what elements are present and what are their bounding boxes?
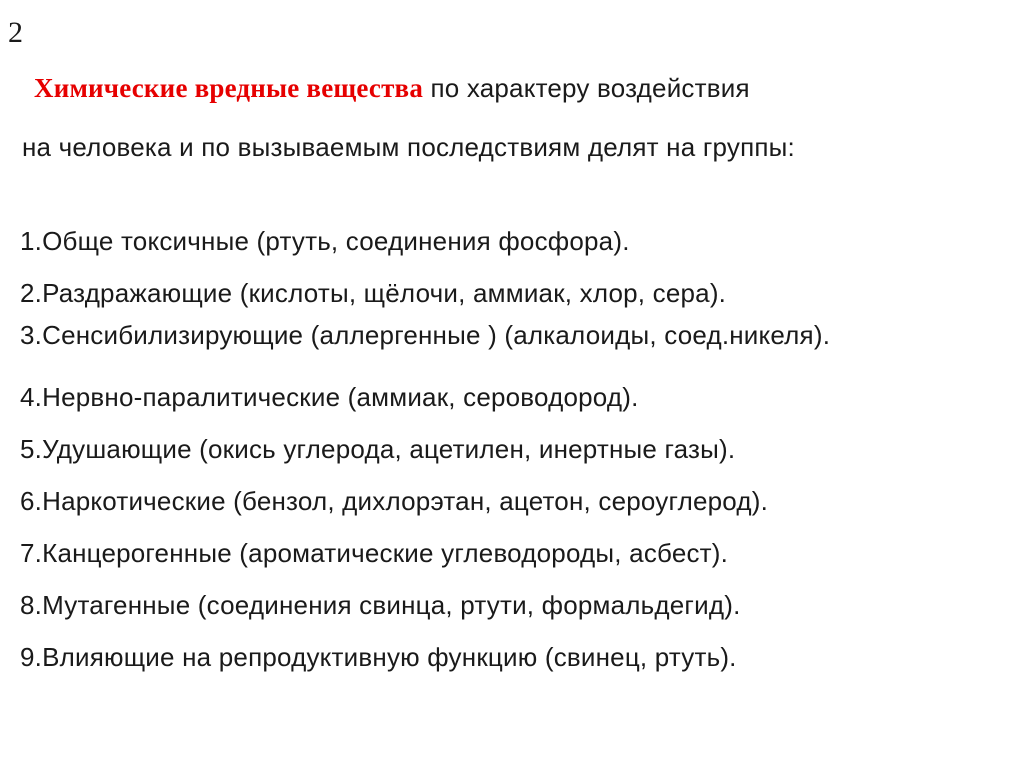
list-item (20, 320, 830, 350)
list-item (20, 642, 737, 672)
list-item-text: Наркотические (бензол, дихлорэтан, ацетон, сероуглерод). (42, 486, 769, 516)
intro-line-1-rest: по характеру воздействия (423, 73, 750, 103)
list-item (20, 538, 728, 568)
list-item (20, 278, 726, 308)
list-item (20, 486, 768, 516)
list-item-number: 7. (20, 538, 43, 568)
list-item-text: Канцерогенные (ароматические углеводороды, асбест). (42, 538, 729, 568)
list-item-number: 8. (20, 590, 43, 620)
list-item-text: Удушающие (окись углерода, ацетилен, инертные газы). (42, 434, 736, 464)
list-item (20, 434, 735, 464)
list-item-number: 5. (20, 434, 43, 464)
intro-line-1 (34, 73, 750, 103)
list-item-text: Раздражающие (кислоты, щёлочи, аммиак, хлор, сера). (42, 278, 727, 308)
list-item-text: Влияющие на репродуктивную функцию (свинец, ртуть). (42, 642, 737, 672)
list-item-number: 3. (20, 320, 43, 350)
list-item (20, 226, 630, 256)
list-item-text: Нервно-паралитические (аммиак, сероводород). (42, 382, 639, 412)
list-item (20, 590, 741, 620)
list-item-text: Мутагенные (соединения свинца, ртути, формальдегид). (42, 590, 741, 620)
list-item-number: 2. (20, 278, 43, 308)
list-item-number: 9. (20, 642, 43, 672)
intro-highlight: Химические вредные вещества (34, 73, 424, 103)
list-item-text: Сенсибилизирующие (аллергенные ) (алкалоиды, соед.никеля). (42, 320, 831, 350)
list-item-number: 4. (20, 382, 43, 412)
slide-number: 2 (8, 16, 23, 49)
list-item-number: 1. (20, 226, 43, 256)
list-item (20, 382, 639, 412)
list-item-text: Обще токсичные (ртуть, соединения фосфора). (42, 226, 630, 256)
intro-line-2: на человека и по вызываемым последствиям делят на группы: (22, 132, 795, 162)
list-item-number: 6. (20, 486, 43, 516)
